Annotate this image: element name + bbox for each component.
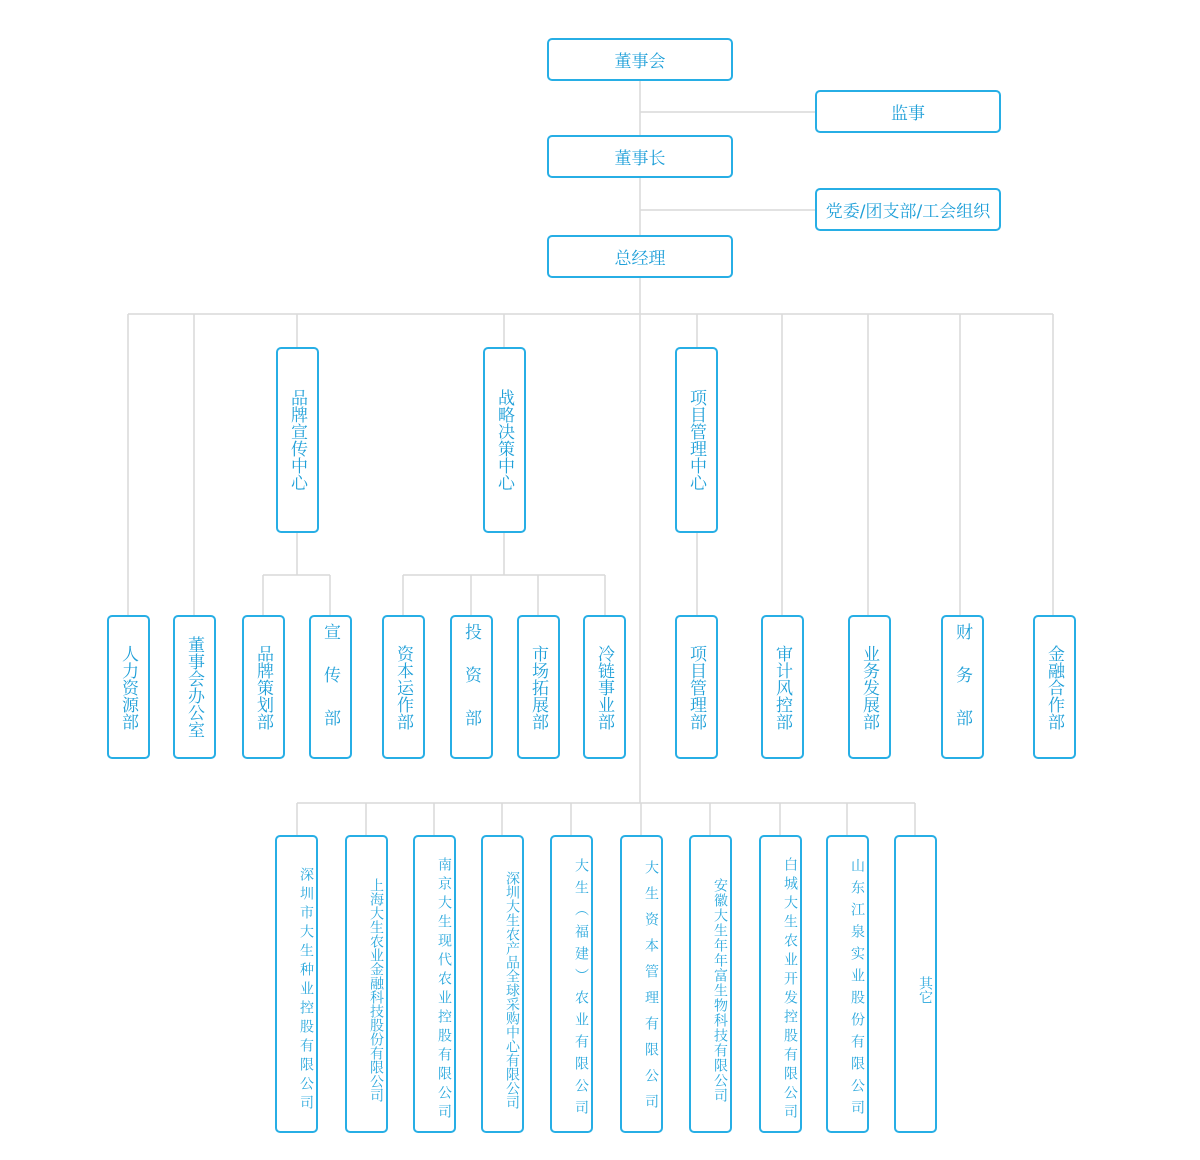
dept-publicity-label: 宣传部 xyxy=(320,622,340,752)
supervisor-box xyxy=(815,90,1001,133)
dept-cold-chain-label: 冷链事业部 xyxy=(594,644,614,730)
dept-finance-box xyxy=(941,615,984,759)
dept-market-box xyxy=(517,615,560,759)
strategy-center-box xyxy=(483,347,526,533)
board-box xyxy=(547,38,733,81)
company-label-9: 山东江泉实业股份有限公司 xyxy=(849,858,865,1122)
dept-project-mgmt-box xyxy=(675,615,718,759)
dept-capital-ops-label: 资本运作部 xyxy=(393,644,413,730)
company-box-5 xyxy=(550,835,593,1133)
dept-publicity-box xyxy=(309,615,352,759)
dept-audit-label: 审计风控部 xyxy=(772,644,792,730)
chairman-box xyxy=(547,135,733,178)
company-label-5: 大生（福建）农业有限公司 xyxy=(573,858,589,1122)
company-label-1: 深圳市大生种业控股有限公司 xyxy=(298,866,314,1114)
dept-cold-chain-box xyxy=(583,615,626,759)
dept-brand-plan-label: 品牌策划部 xyxy=(253,644,273,730)
dept-fin-coop-label: 金融合作部 xyxy=(1044,644,1064,730)
dept-hr-label: 人力资源部 xyxy=(118,644,138,730)
strategy-sub-connector xyxy=(403,533,605,615)
project-center-box xyxy=(675,347,718,533)
dept-project-mgmt-label: 项目管理部 xyxy=(686,644,706,730)
dept-capital-ops-box xyxy=(382,615,425,759)
strategy-center-label: 战略决策中心 xyxy=(494,389,514,491)
dept-finance-label: 财务部 xyxy=(952,622,972,752)
company-box-8 xyxy=(759,835,802,1133)
party-box xyxy=(815,188,1001,231)
dept-business-label: 业务发展部 xyxy=(859,644,879,730)
gm-label: 总经理 xyxy=(614,249,666,269)
company-box-1 xyxy=(275,835,318,1133)
companies-rail xyxy=(297,803,915,835)
company-label-7: 安徽大生年年富生物科技有限公司 xyxy=(712,877,728,1103)
company-label-3: 南京大生现代农业控股有限公司 xyxy=(436,857,452,1123)
company-label-10: 其它 xyxy=(917,976,933,1004)
company-box-3 xyxy=(413,835,456,1133)
dept-board-office-label: 董事会办公室 xyxy=(184,636,204,738)
company-label-4: 深圳大生农产品全球采购中心有限公司 xyxy=(504,871,520,1109)
dept-investment-label: 投资部 xyxy=(461,622,481,752)
brand-sub-connector xyxy=(263,533,330,615)
company-label-2: 上海大生农业金融科技股份有限公司 xyxy=(368,878,384,1102)
company-box-4 xyxy=(481,835,524,1133)
board-label: 董事会 xyxy=(614,52,666,72)
party-label: 党委/团支部/工会组织 xyxy=(825,202,991,222)
dept-hr-box xyxy=(107,615,150,759)
dept-investment-box xyxy=(450,615,493,759)
brand-center-label: 品牌宣传中心 xyxy=(287,389,307,491)
chairman-label: 董事长 xyxy=(614,149,666,169)
company-box-2 xyxy=(345,835,388,1133)
company-box-10 xyxy=(894,835,937,1133)
dept-market-label: 市场拓展部 xyxy=(528,644,548,730)
brand-center-box xyxy=(276,347,319,533)
dept-business-box xyxy=(848,615,891,759)
company-label-8: 白城大生农业开发控股有限公司 xyxy=(782,857,798,1123)
company-box-6 xyxy=(620,835,663,1133)
company-box-9 xyxy=(826,835,869,1133)
dept-brand-plan-box xyxy=(242,615,285,759)
drops-level2 xyxy=(128,314,1053,615)
company-box-7 xyxy=(689,835,732,1133)
company-label-6: 大生资本管理有限公司 xyxy=(643,860,659,1120)
dept-board-office-box xyxy=(173,615,216,759)
project-center-label: 项目管理中心 xyxy=(686,389,706,491)
supervisor-label: 监事 xyxy=(891,104,925,124)
dept-fin-coop-box xyxy=(1033,615,1076,759)
gm-box xyxy=(547,235,733,278)
dept-audit-box xyxy=(761,615,804,759)
